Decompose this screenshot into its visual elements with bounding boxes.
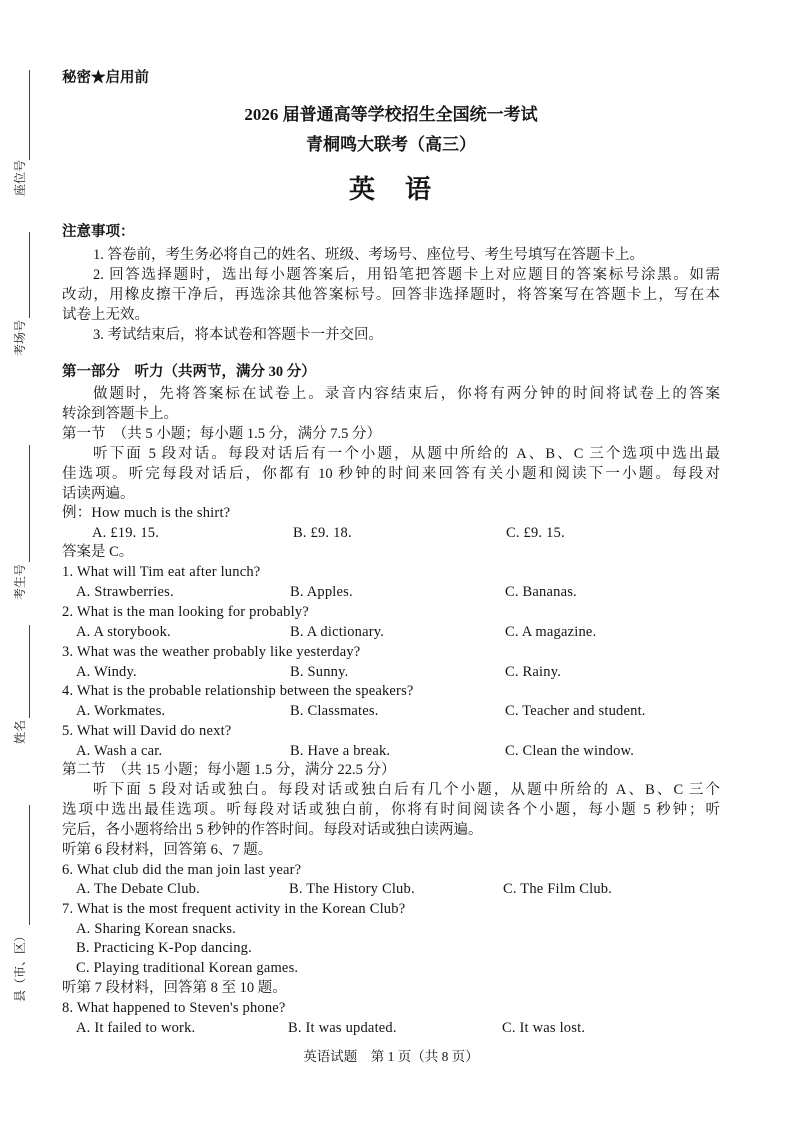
example-answer: 答案是 C。 — [62, 544, 134, 560]
section2-intro-line-3: 完后，各小题将给出 5 秒钟的作答时间。每段对话或独白读两遍。 — [62, 822, 483, 838]
section1-intro-line-3: 话读两遍。 — [62, 486, 135, 502]
example-option-c: C. £9. 15. — [506, 525, 565, 541]
question-7: 7. What is the most frequent activity in the Korean Club? — [62, 901, 406, 917]
notice-item-2-line-2: 改动，用橡皮擦干净后，再选涂其他答案标号。回答非选择题时，将答案写在答题卡上，写在本 — [62, 287, 720, 303]
page-footer: 英语试题 第 1 页（共 8 页） — [303, 1049, 479, 1064]
q5-option-a: A. Wash a car. — [76, 743, 163, 759]
q4-option-a: A. Workmates. — [76, 703, 166, 719]
exam-title: 2026 届普通高等学校招生全国统一考试 — [244, 105, 538, 124]
q5-option-c: C. Clean the window. — [505, 743, 635, 759]
q3-option-a: A. Windy. — [76, 664, 137, 680]
section1-heading: 第一节 （共 5 小题；每小题 1.5 分，满分 7.5 分） — [62, 426, 381, 442]
question-4: 4. What is the probable relationship between the speakers? — [62, 683, 414, 699]
q6-option-c: C. The Film Club. — [503, 881, 613, 897]
q6-option-a: A. The Debate Club. — [76, 881, 200, 897]
question-2: 2. What is the man looking for probably? — [62, 604, 309, 620]
notice-item-1: 1. 答卷前，考生务必将自己的姓名、班级、考场号、座位号、考生号填写在答题卡上。 — [93, 247, 644, 263]
q8-option-c: C. It was lost. — [502, 1020, 586, 1036]
q1-option-a: A. Strawberries. — [76, 584, 174, 600]
example-question: 例：How much is the shirt? — [62, 505, 231, 521]
question-3: 3. What was the weather probably like yesterday? — [62, 644, 361, 660]
example-option-a: A. £19. 15. — [92, 525, 160, 541]
q7-option-a: A. Sharing Korean snacks. — [76, 921, 237, 937]
question-5: 5. What will David do next? — [62, 723, 232, 739]
margin-label-candidate: 考生号 — [13, 564, 27, 601]
q1-option-b: B. Apples. — [290, 584, 353, 600]
margin-label-room: 考场号 — [13, 320, 27, 357]
margin-label-county: 县（市、区） — [13, 930, 27, 1003]
q8-option-a: A. It failed to work. — [76, 1020, 196, 1036]
q8-option-b: B. It was updated. — [288, 1020, 397, 1036]
section1-intro-line-1: 听下面 5 段对话。每段对话后有一个小题，从题中所给的 A、B、C 三个选项中选出最 — [93, 446, 720, 462]
candidate-underline — [29, 445, 30, 562]
section2-intro-line-2: 选项中选出最佳选项。听每段对话或独白前，你将有时间阅读各个小题，每小题 5 秒钟；听 — [62, 802, 720, 818]
q2-option-c: C. A magazine. — [505, 624, 597, 640]
county-underline — [29, 805, 30, 925]
q7-option-b: B. Practicing K-Pop dancing. — [76, 940, 252, 956]
q3-option-b: B. Sunny. — [290, 664, 349, 680]
question-8: 8. What happened to Steven's phone? — [62, 1000, 286, 1016]
notice-heading: 注意事项： — [62, 224, 135, 240]
question-1: 1. What will Tim eat after lunch? — [62, 564, 261, 580]
question-6: 6. What club did the man join last year? — [62, 862, 302, 878]
part1-intro-line-2: 转涂到答题卡上。 — [62, 406, 178, 422]
name-underline — [29, 625, 30, 718]
q3-option-c: C. Rainy. — [505, 664, 562, 680]
seat-underline — [29, 70, 30, 160]
q1-option-c: C. Bananas. — [505, 584, 577, 600]
q4-option-b: B. Classmates. — [290, 703, 379, 719]
margin-label-name: 姓名 — [13, 720, 27, 745]
notice-item-2-line-3: 试卷上无效。 — [62, 307, 149, 323]
confidential-mark: 秘密★启用前 — [62, 70, 149, 86]
notice-item-2-line-1: 2. 回答选择题时，选出每小题答案后，用铅笔把答题卡上对应题目的答案标号涂黑。如需 — [93, 267, 720, 283]
q2-option-b: B. A dictionary. — [290, 624, 385, 640]
q4-option-c: C. Teacher and student. — [505, 703, 646, 719]
exam-subtitle: 青桐鸣大联考（高三） — [306, 135, 476, 154]
section2-intro-line-1: 听下面 5 段对话或独白。每段对话或独白后有几个小题，从题中所给的 A、B、C 三个 — [93, 782, 720, 798]
part1-intro-line-1: 做题时，先将答案标在试卷上。录音内容结束后，你将有两分钟的时间将试卷上的答案 — [93, 386, 720, 402]
subject-title: 英 语 — [348, 175, 433, 204]
section2-heading: 第二节 （共 15 小题；每小题 1.5 分，满分 22.5 分） — [62, 762, 396, 778]
room-underline — [29, 232, 30, 318]
part1-heading: 第一部分 听力（共两节，满分 30 分） — [62, 364, 316, 380]
q7-option-c: C. Playing traditional Korean games. — [76, 960, 299, 976]
q5-option-b: B. Have a break. — [290, 743, 391, 759]
group-7-instruction: 听第 7 段材料，回答第 8 至 10 题。 — [62, 980, 287, 996]
q6-option-b: B. The History Club. — [289, 881, 415, 897]
margin-label-seat: 座位号 — [13, 160, 27, 197]
q2-option-a: A. A storybook. — [76, 624, 171, 640]
section1-intro-line-2: 佳选项。听完每段对话后，你都有 10 秒钟的时间来回答有关小题和阅读下一小题。每段对 — [62, 466, 720, 482]
group-6-instruction: 听第 6 段材料，回答第 6、7 题。 — [62, 842, 273, 858]
notice-item-3: 3. 考试结束后，将本试卷和答题卡一并交回。 — [93, 327, 383, 343]
example-option-b: B. £9. 18. — [293, 525, 352, 541]
